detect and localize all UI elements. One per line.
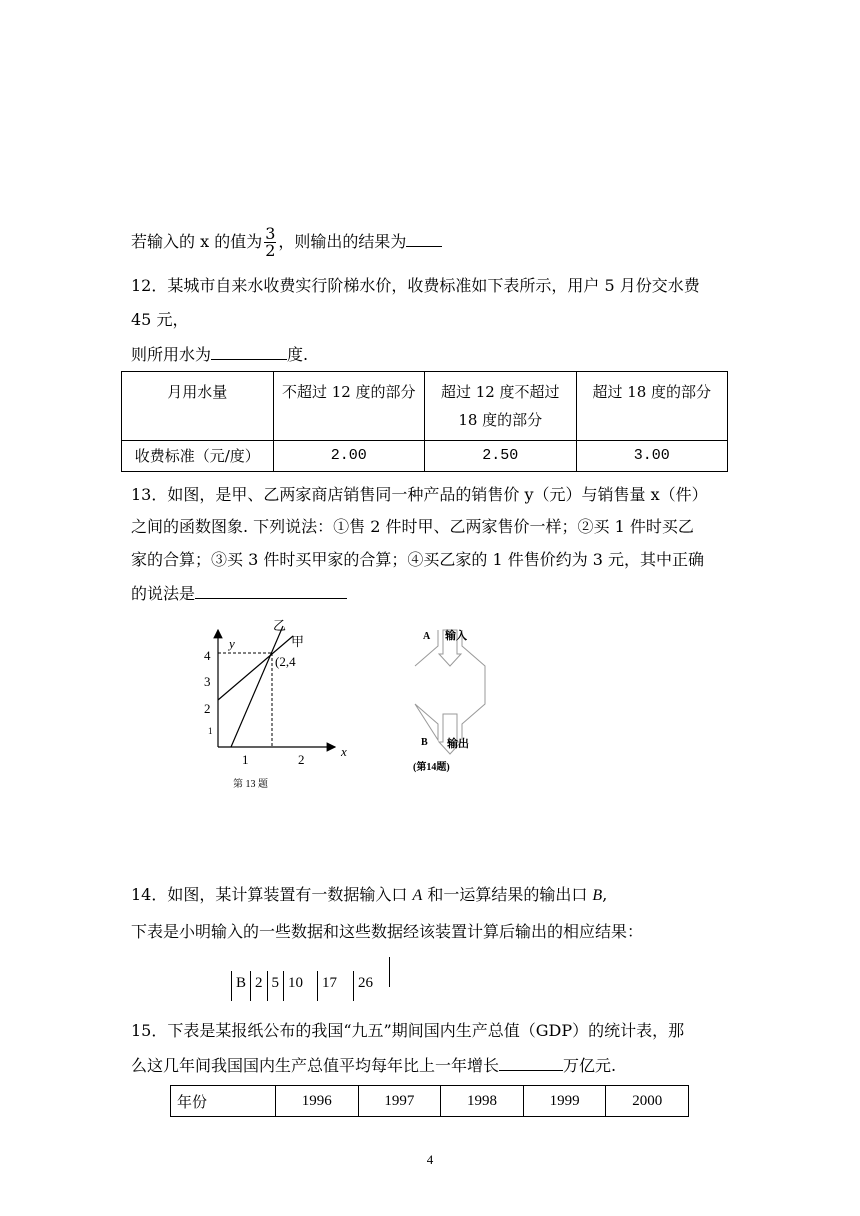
- table-row: [122, 441, 728, 472]
- q11-fraction-numerator: 3: [265, 224, 276, 243]
- q14-port-a: A: [412, 887, 423, 904]
- q14-line-1: [131, 885, 607, 906]
- q13-line-1: 13．如图，是甲、乙两家商店销售同一种产品的销售价 y（元）与销售量 x（件）: [131, 485, 708, 504]
- water-price-table: [121, 371, 728, 472]
- table-header: 超过 18 度的部分: [576, 372, 728, 441]
- table-cell: 1999: [523, 1086, 606, 1117]
- device-label-a: A: [423, 631, 431, 642]
- line-yi: [231, 626, 283, 747]
- x-axis-label: x: [341, 744, 347, 759]
- device-outline: [415, 630, 485, 740]
- device-label-b: B: [421, 737, 428, 748]
- x-tick-label: 2: [298, 752, 305, 767]
- figure-caption-14: (第14题): [413, 762, 450, 773]
- table-header: 年份: [171, 1086, 276, 1117]
- q14-port-b: B: [592, 887, 603, 904]
- table-cell: 26: [353, 971, 389, 1001]
- table-cell: 3.00: [576, 441, 728, 472]
- table-cell: 1998: [441, 1086, 524, 1117]
- q14-line-2: 下表是小明输入的一些数据和这些数据经该装置计算后输出的相应结果：: [131, 922, 644, 941]
- q11-line: [131, 226, 442, 259]
- q12-line-1: 12．某城市自来水收费实行阶梯水价，收费标准如下表所示，用户 5 月份交水费: [131, 276, 700, 295]
- q11-fraction: [264, 226, 276, 259]
- q15-line-1: 15．下表是某报纸公布的我国“九五”期间国内生产总值（GDP）的统计表，那: [131, 1021, 685, 1040]
- y-tick-label: 2: [204, 701, 211, 716]
- q15-answer-blank[interactable]: [499, 1054, 563, 1071]
- device-output-label: 输出: [447, 738, 469, 750]
- y-tick-label: 3: [204, 674, 211, 689]
- table-cell: 10: [283, 971, 317, 1001]
- table-cell: 2.00: [273, 441, 425, 472]
- q12-text-after: 度.: [287, 345, 309, 364]
- q12-answer-blank[interactable]: [211, 343, 287, 360]
- q11-text-after: ，则输出的结果为: [278, 232, 407, 251]
- table-cell: 收费标准（元/度）: [122, 441, 274, 472]
- page-number: 4: [426, 1152, 434, 1167]
- table-border: [389, 957, 390, 987]
- table-row: [171, 1086, 689, 1117]
- line-label-yi: 乙: [273, 618, 287, 633]
- q12-text-before: 则所用水为: [131, 345, 212, 364]
- line-label-jia: 甲: [291, 634, 305, 649]
- table-cell: 2: [250, 971, 267, 1001]
- table-cell: 2.50: [425, 441, 577, 472]
- table-header: 月用水量: [122, 372, 274, 441]
- q14-text-c: ,: [602, 885, 608, 904]
- y-axis-label: y: [229, 636, 235, 651]
- q13-line-3: 家的合算；③买 3 件时买甲家的合算；④买乙家的 1 件售价约为 3 元，其中正确: [131, 550, 705, 569]
- q11-answer-blank[interactable]: [406, 230, 442, 247]
- table-cell: 17: [317, 971, 353, 1001]
- q12-line-3: [131, 343, 308, 365]
- device-input-label: 输入: [445, 630, 467, 642]
- q11-fraction-denominator: 2: [265, 241, 276, 260]
- q13-answer-blank[interactable]: [195, 582, 347, 599]
- table-cell: 2000: [606, 1086, 689, 1117]
- q12-line-2: 45 元，: [131, 310, 189, 329]
- q11-text-before: 若输入的 x 的值为: [131, 232, 263, 251]
- q14-device-diagram: [405, 624, 515, 774]
- figure-caption-13: 第 13 题: [233, 779, 268, 790]
- q14-text-b: 和一运算结果的输出口: [422, 885, 593, 904]
- q14-text-a: 14．如图，某计算装置有一数据输入口: [131, 885, 413, 904]
- q15-text-before: 么这几年间我国国内生产总值平均每年比上一年增长: [131, 1056, 500, 1075]
- intersection-point-label: (2,4: [275, 654, 296, 669]
- table-header: 超过 12 度不超过 18 度的部分: [425, 372, 577, 441]
- table-cell: 1997: [358, 1086, 441, 1117]
- y-tick-label: 1: [208, 726, 213, 736]
- q15-text-after: 万亿元.: [563, 1056, 617, 1075]
- q13-text-before: 的说法是: [131, 584, 196, 603]
- q14-data-row: [231, 957, 390, 1001]
- table-cell: 5: [267, 971, 284, 1001]
- table-row: [122, 372, 728, 441]
- q13-function-graph: [195, 618, 365, 793]
- q13-line-2: 之间的函数图象. 下列说法：①售 2 件时甲、乙两家售价一样；②买 1 件时买乙: [131, 517, 694, 536]
- table-header: 不超过 12 度的部分: [273, 372, 425, 441]
- table-cell: 1996: [276, 1086, 359, 1117]
- table-cell: B: [231, 971, 250, 1001]
- q15-line-2: [131, 1054, 616, 1076]
- x-tick-label: 1: [242, 752, 249, 767]
- gdp-table: [170, 1085, 689, 1117]
- y-tick-label: 4: [204, 648, 211, 663]
- q13-line-4: [131, 582, 347, 604]
